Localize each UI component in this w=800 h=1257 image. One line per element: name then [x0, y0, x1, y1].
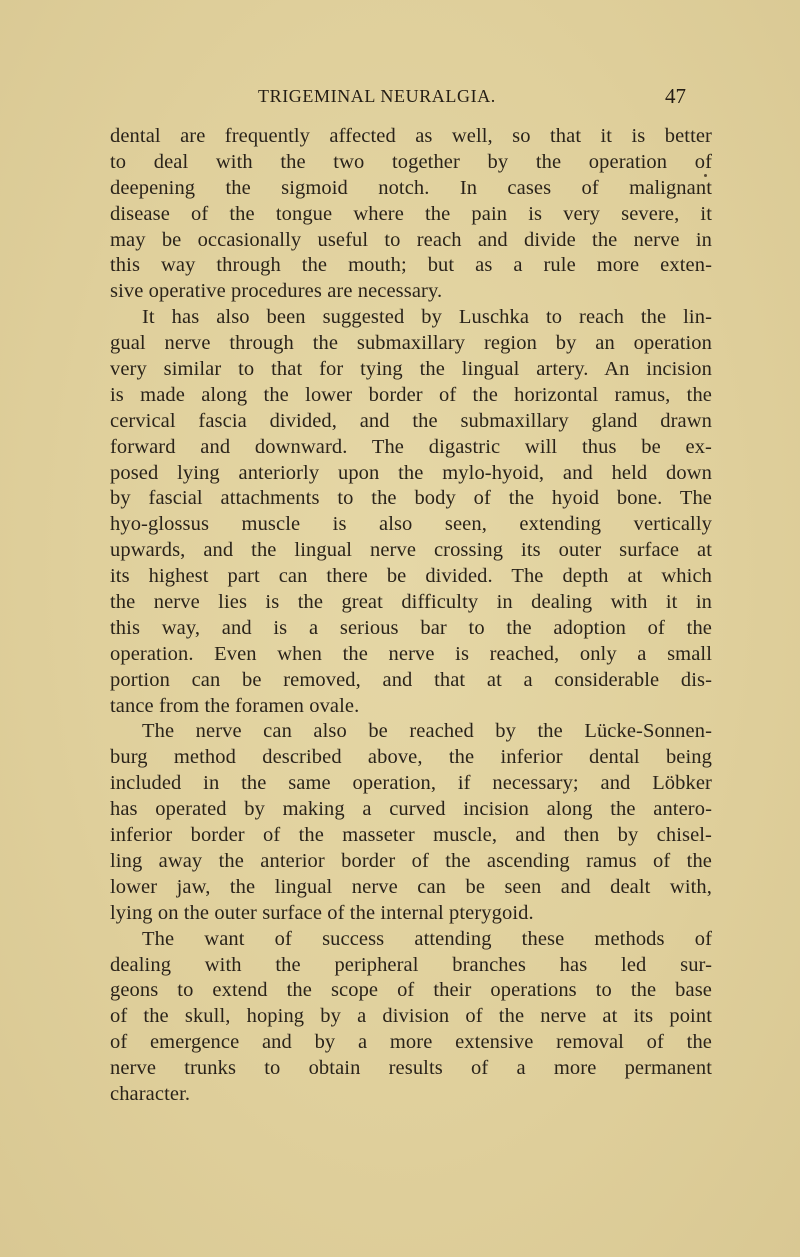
text-line: dental are frequently affected as well, so that it is better [110, 125, 712, 147]
text-line: is made along the lower border of the horizontal ramus, the [110, 383, 712, 406]
text-line: inferior border of the masseter muscle, and then by chisel- [110, 824, 712, 847]
text-line: lower jaw, the lingual nerve can be seen and dealt with, [110, 875, 712, 898]
text-line: posed lying anteriorly upon the mylo-hyoid, and held down [110, 461, 712, 484]
text-line: character. [110, 1082, 191, 1105]
text-line: may be occasionally useful to reach and divide the nerve in [110, 228, 712, 251]
text-line: very similar to that for tying the lingual artery. An incision [110, 358, 712, 381]
text-line: the nerve lies is the great difficulty in dealing with it in [110, 591, 712, 614]
text-line: geons to extend the scope of their operations to the base [110, 979, 712, 1002]
text-line: burg method described above, the inferior dental being [110, 746, 712, 769]
text-line: tance from the foramen ovale. [110, 694, 360, 717]
body-text [110, 124, 712, 1108]
text-line: this way, and is a serious bar to the adoption of the [110, 616, 712, 639]
text-line: of the skull, hoping by a division of the nerve at its point [110, 1005, 712, 1028]
text-line: lying on the outer surface of the internal pterygoid. [110, 901, 534, 924]
text-line: dealing with the peripheral branches has led sur- [110, 953, 712, 976]
text-line: of emergence and by a more extensive removal of the [110, 1031, 712, 1054]
text-line: this way through the mouth; but as a rule more exten- [110, 254, 712, 277]
text-line: disease of the tongue where the pain is very severe, it [110, 202, 712, 225]
text-line: by fascial attachments to the body of the hyoid bone. The [110, 487, 712, 510]
text-line: portion can be removed, and that at a considerable dis- [110, 668, 712, 691]
text-line: deepening the sigmoid notch. In cases of malignant [110, 176, 712, 199]
text-line: The want of success attending these methods of [142, 927, 712, 950]
text-line: ling away the anterior border of the ascending ramus of the [110, 849, 712, 872]
text-line: gual nerve through the submaxillary region by an operation [110, 332, 712, 355]
text-line: its highest part can there be divided. The depth at which [110, 565, 712, 588]
text-line: hyo-glossus muscle is also seen, extending vertically [110, 513, 712, 536]
paragraph [110, 719, 712, 926]
text-line: nerve trunks to obtain results of a more permanent [110, 1057, 712, 1080]
text-line: upwards, and the lingual nerve crossing its outer surface at [110, 539, 712, 562]
running-title: TRIGEMINAL NEURALGIA. [258, 86, 496, 106]
text-line: to deal with the two together by the operation of [110, 150, 712, 173]
paragraph [110, 124, 712, 305]
text-line: forward and downward. The digastric will thus be ex- [110, 435, 712, 458]
page-number: 47 [665, 84, 686, 108]
text-line: operation. Even when the nerve is reached, only a small [110, 642, 712, 665]
text-line: It has also been suggested by Luschka to reach the lin- [142, 306, 712, 329]
text-line: cervical fascia divided, and the submaxillary gland drawn [110, 409, 712, 432]
paragraph [110, 927, 712, 1108]
text-line: The nerve can also be reached by the Lücke-Sonnen- [142, 720, 712, 743]
text-line: has operated by making a curved incision along the antero- [110, 798, 712, 821]
page-header [258, 86, 686, 110]
paragraph [110, 305, 712, 719]
text-line: sive operative procedures are necessary. [110, 280, 443, 303]
text-line: included in the same operation, if necessary; and Löbker [110, 772, 712, 795]
